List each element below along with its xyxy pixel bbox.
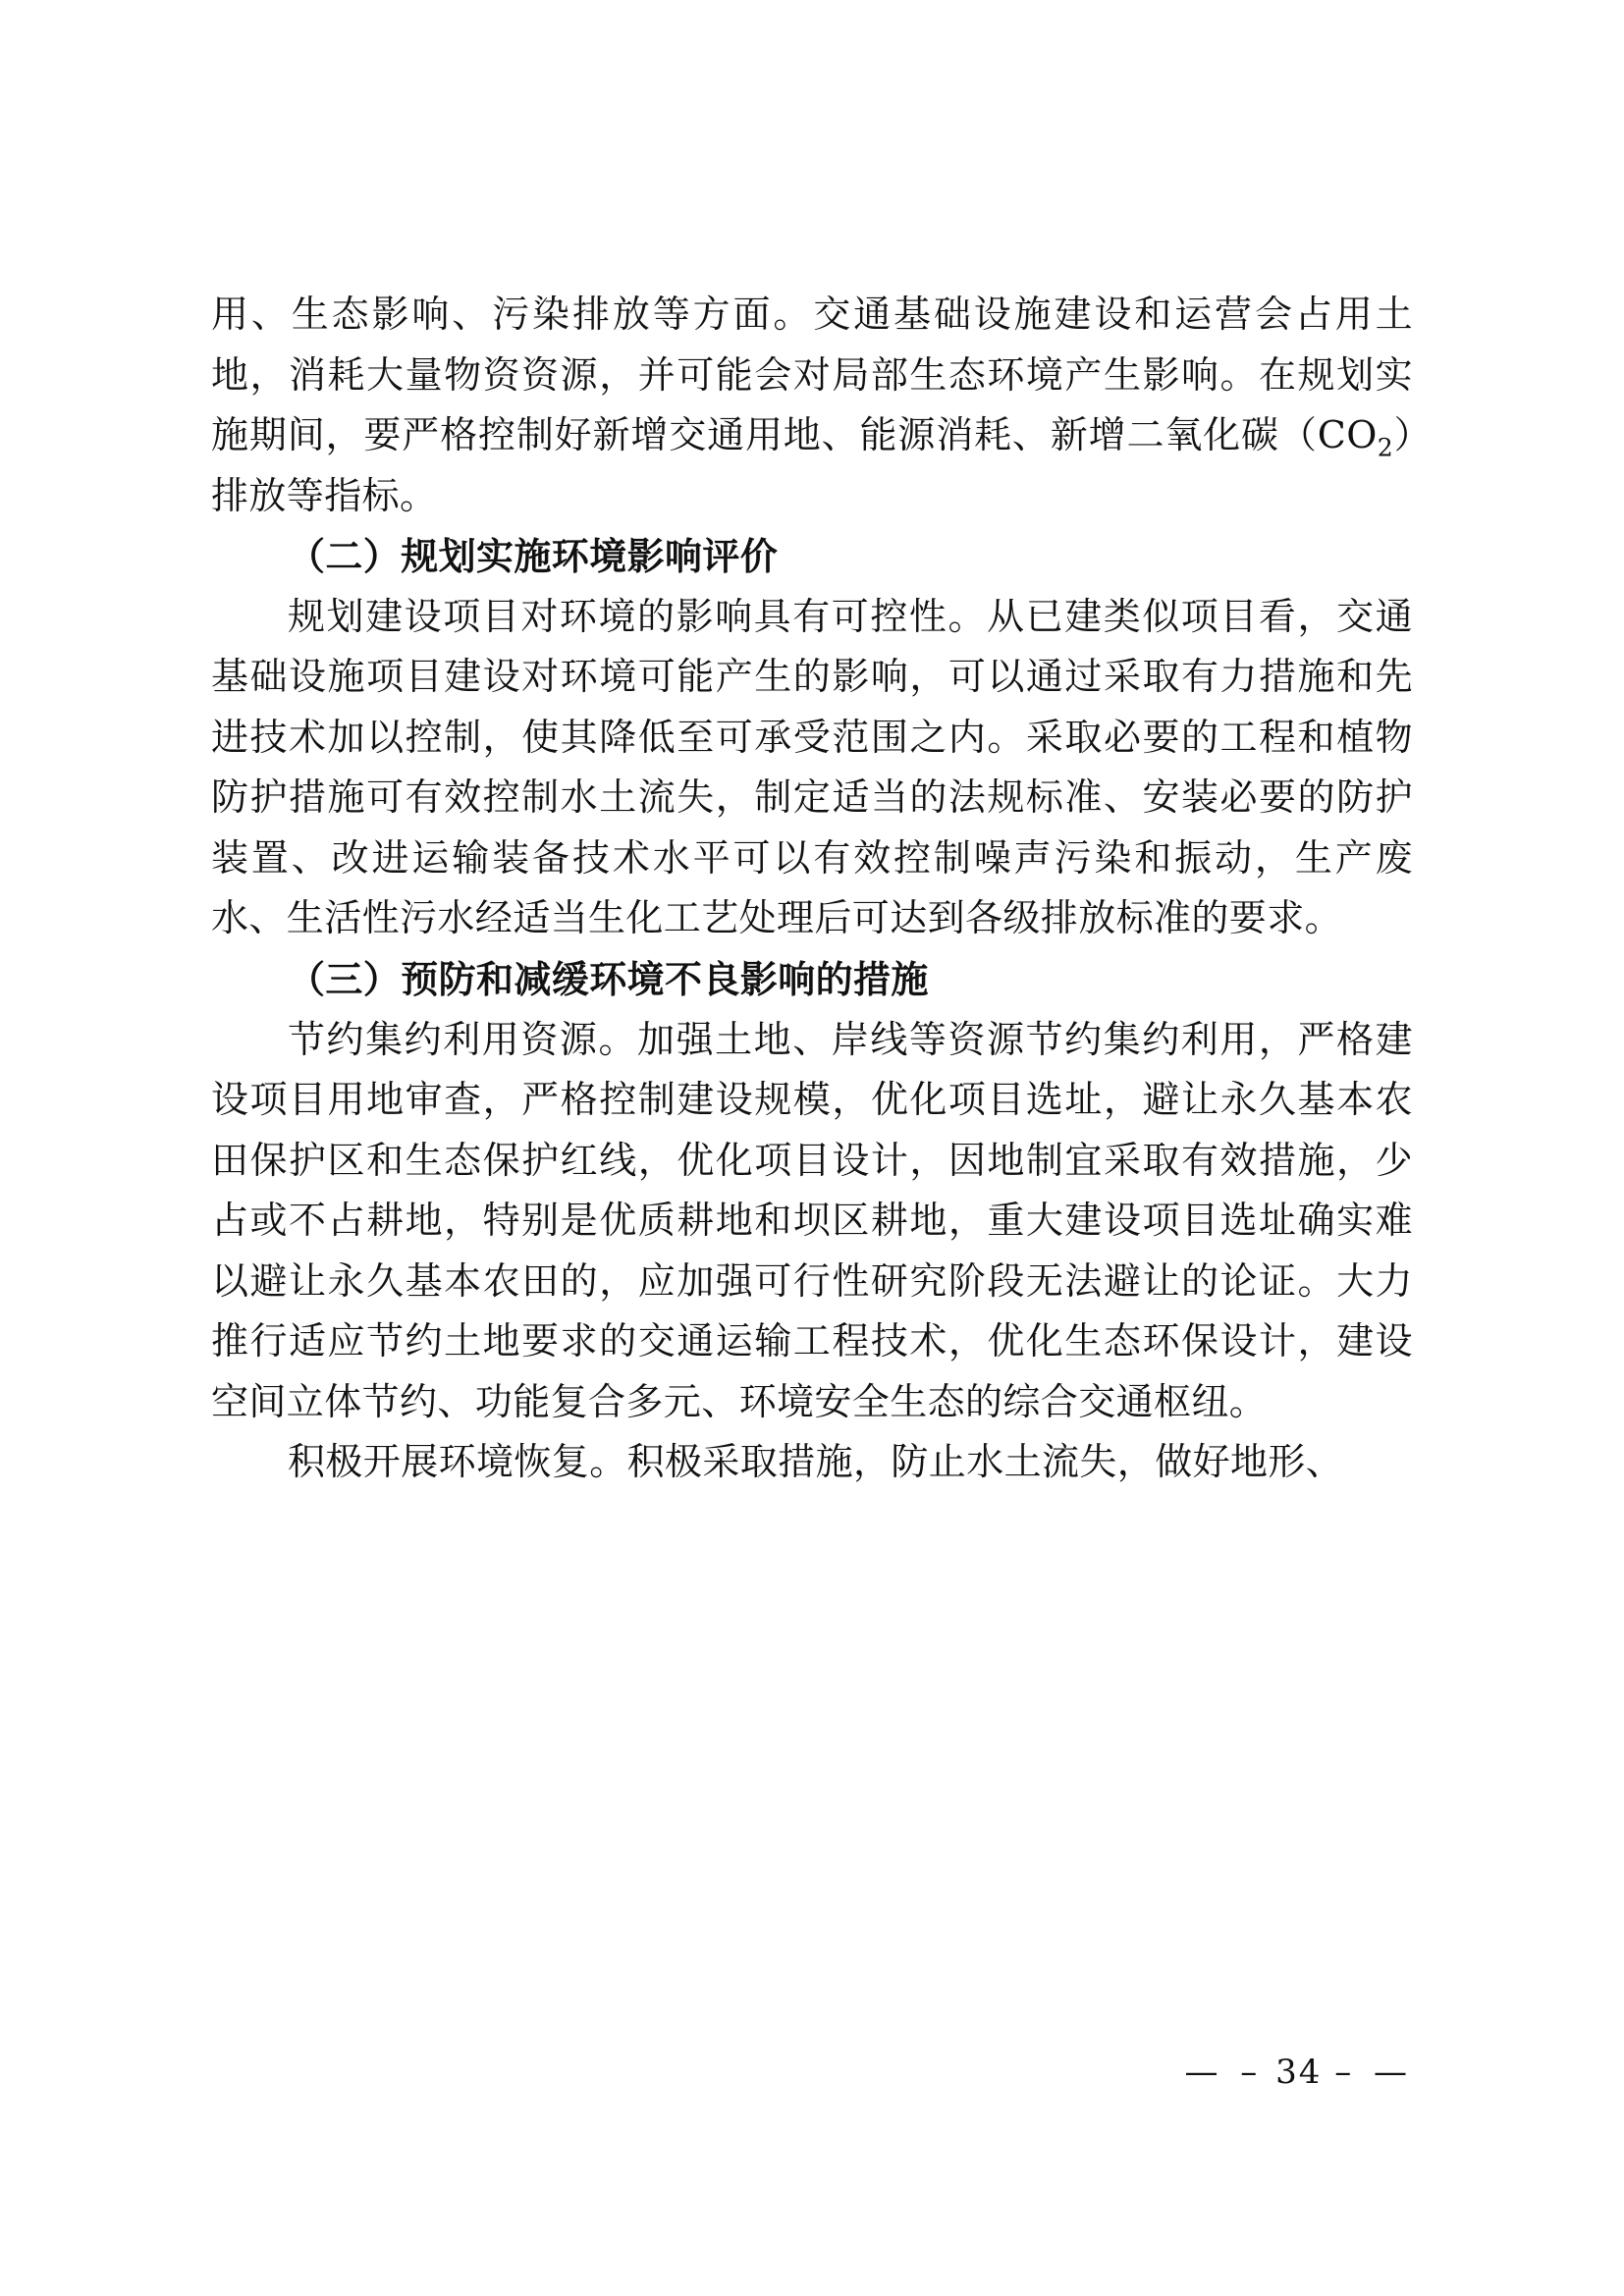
paragraph-environment-restoration: 积极开展环境恢复。积极采取措施，防止水土流失，做好地形、 [288, 1440, 1344, 1484]
section-heading-three: （三）预防和减缓环境不良影响的措施 [288, 957, 929, 1002]
page-footer [1184, 2053, 1413, 2092]
section-heading-two: （二）规划实施环境影响评价 [288, 534, 779, 579]
paragraph-environment-assessment: 规划建设项目对环境的影响具有可控性。从已建类似项目看，交通基础设施项目建设对环境可能产生的影响，可以通过采取有力措施和先进技术加以控制，使其降低至可承受范围之内。采取必要的工程和植物防护措施可有效控制水土流失，制定适当的法规标准、安装必要的防护装置、改进运输装备技术水平可以有效控制噪声污染和振动，生产废水、生活性污水经适当生化工艺处理后可达到各级排放标准的要求。 [211, 594, 1413, 940]
footer-right-dash: – — [1334, 2053, 1413, 2092]
paragraph-text-part2: ）排放等指标。 [211, 413, 1413, 517]
paragraph-resource-conservation: 节约集约利用资源。加强土地、岸线等资源节约集约利用，严格建设项目用地审查，严格控制建设规模，优化项目选址，避让永久基本农田保护区和生态保护红线，优化项目设计，因地制宜采取有效措施，少占或不占耕地，特别是优质耕地和坝区耕地，重大建设项目选址确实难以避让永久基本农田的，应加强可行性研究阶段无法避让的论证。大力推行适应节约土地要求的交通运输工程技术，优化生态环保设计，建设空间立体节约、功能复合多元、环境安全生态的综合交通枢纽。 [211, 1017, 1413, 1423]
document-body [211, 285, 1413, 1493]
paragraph-text-part1: 用、生态影响、污染排放等方面。交通基础设施建设和运营会占用土地，消耗大量物资资源，并可能会对局部生态环境产生影响。在规划实施期间，要严格控制好新增交通用地、能源消耗、新增二氧化碳（CO [211, 293, 1413, 457]
paragraph-intro [211, 285, 1413, 526]
page-number: 34 [1275, 2053, 1323, 2092]
footer-left-dash: — – [1184, 2053, 1264, 2092]
subscript-two: 2 [1377, 433, 1394, 462]
